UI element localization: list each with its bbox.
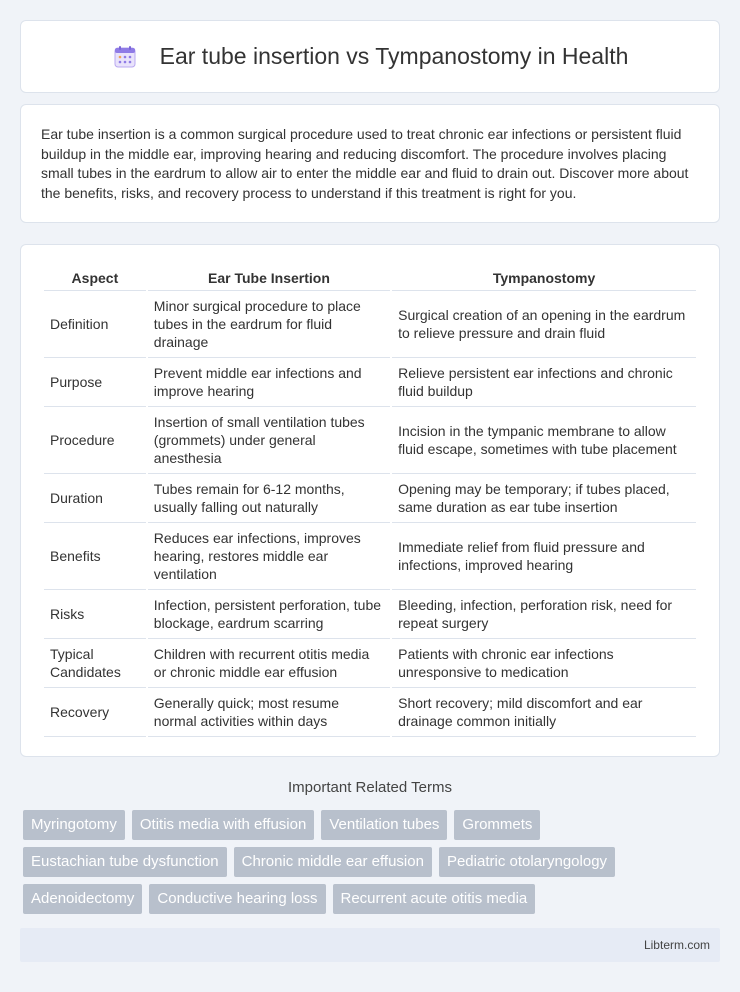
table-row <box>44 523 696 590</box>
tag-adenoidectomy[interactable]: Adenoidectomy <box>23 884 142 914</box>
row-ear-tube-cell: Insertion of small ventilation tubes (grommets) under general anesthesia <box>148 407 390 474</box>
tag-recurrent-acute-otitis-media[interactable]: Recurrent acute otitis media <box>333 884 536 914</box>
row-ear-tube-cell: Tubes remain for 6-12 months, usually falling out naturally <box>148 474 390 523</box>
table-row <box>44 358 696 407</box>
header-aspect: Aspect <box>44 265 146 291</box>
tag-conductive-hearing-loss[interactable]: Conductive hearing loss <box>149 884 325 914</box>
row-ear-tube-cell: Generally quick; most resume normal activities within days <box>148 688 390 737</box>
header-tympanostomy: Tympanostomy <box>392 265 696 291</box>
row-tympanostomy-cell: Short recovery; mild discomfort and ear drainage common initially <box>392 688 696 737</box>
row-ear-tube-cell: Prevent middle ear infections and improve hearing <box>148 358 390 407</box>
intro-card <box>20 104 720 223</box>
tag-pediatric-otolaryngology[interactable]: Pediatric otolaryngology <box>439 847 615 877</box>
tag-row <box>23 810 723 840</box>
footer <box>20 928 720 962</box>
tag-row <box>23 847 723 877</box>
table-header-row <box>44 265 696 291</box>
table-row <box>44 407 696 474</box>
intro-paragraph: Ear tube insertion is a common surgical procedure used to treat chronic ear infections or persistent fluid buildup in the middle ear, improving hearing and reducing discomfort. The procedure involves placing small tubes in the eardrum to allow air to enter the middle ear and fluid to drain out. Discover more about the benefits, risks, and recovery process to understand if this treatment is right for you. <box>41 126 689 201</box>
calendar-icon <box>112 44 138 70</box>
tag-myringotomy[interactable]: Myringotomy <box>23 810 125 840</box>
row-ear-tube-cell: Children with recurrent otitis media or chronic middle ear effusion <box>148 639 390 688</box>
row-tympanostomy-cell: Immediate relief from fluid pressure and infections, improved hearing <box>392 523 696 590</box>
row-aspect: Risks <box>44 590 146 639</box>
tag-ventilation-tubes[interactable]: Ventilation tubes <box>321 810 447 840</box>
table-row <box>44 688 696 737</box>
table-row <box>44 474 696 523</box>
related-terms-tags <box>23 810 723 921</box>
title-card <box>20 20 720 93</box>
row-aspect: Procedure <box>44 407 146 474</box>
row-aspect: Typical Candidates <box>44 639 146 688</box>
table-row <box>44 639 696 688</box>
row-tympanostomy-cell: Relieve persistent ear infections and chronic fluid buildup <box>392 358 696 407</box>
row-aspect: Purpose <box>44 358 146 407</box>
row-ear-tube-cell: Infection, persistent perforation, tube blockage, eardrum scarring <box>148 590 390 639</box>
row-aspect: Definition <box>44 291 146 358</box>
tag-row <box>23 884 723 914</box>
header-ear-tube-insertion: Ear Tube Insertion <box>148 265 390 291</box>
row-aspect: Recovery <box>44 688 146 737</box>
row-ear-tube-cell: Minor surgical procedure to place tubes in the eardrum for fluid drainage <box>148 291 390 358</box>
tag-otitis-media-with-effusion[interactable]: Otitis media with effusion <box>132 810 314 840</box>
tag-grommets[interactable]: Grommets <box>454 810 540 840</box>
row-ear-tube-cell: Reduces ear infections, improves hearing, restores middle ear ventilation <box>148 523 390 590</box>
row-aspect: Benefits <box>44 523 146 590</box>
tag-eustachian-tube-dysfunction[interactable]: Eustachian tube dysfunction <box>23 847 227 877</box>
row-tympanostomy-cell: Opening may be temporary; if tubes placed, same duration as ear tube insertion <box>392 474 696 523</box>
table-row <box>44 291 696 358</box>
footer-brand-link[interactable]: Libterm.com <box>643 938 710 952</box>
row-tympanostomy-cell: Bleeding, infection, perforation risk, need for repeat surgery <box>392 590 696 639</box>
row-aspect: Duration <box>44 474 146 523</box>
comparison-table-card <box>20 244 720 757</box>
comparison-table <box>42 265 698 737</box>
page-title: Ear tube insertion vs Tympanostomy in Health <box>159 43 629 69</box>
table-row <box>44 590 696 639</box>
row-tympanostomy-cell: Incision in the tympanic membrane to allow fluid escape, sometimes with tube placement <box>392 407 696 474</box>
related-terms-heading: Important Related Terms <box>288 779 452 796</box>
row-tympanostomy-cell: Surgical creation of an opening in the eardrum to relieve pressure and drain fluid <box>392 291 696 358</box>
row-tympanostomy-cell: Patients with chronic ear infections unresponsive to medication <box>392 639 696 688</box>
tag-chronic-middle-ear-effusion[interactable]: Chronic middle ear effusion <box>234 847 432 877</box>
